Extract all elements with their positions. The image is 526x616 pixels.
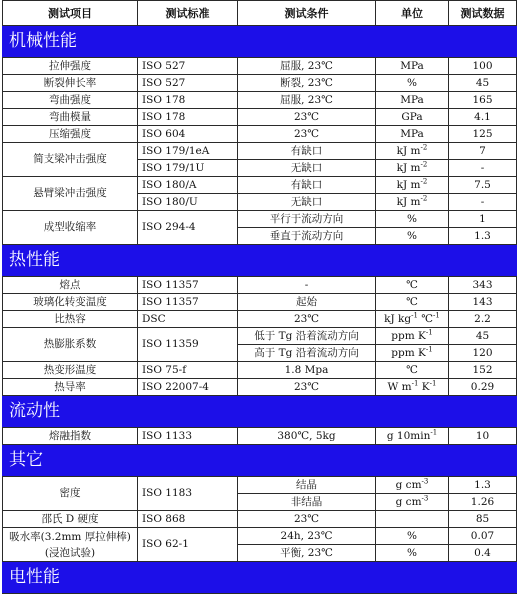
item-cell: 弯曲模量 — [3, 109, 138, 126]
condition-cell: 23℃ — [238, 109, 376, 126]
value-cell: - — [449, 194, 517, 211]
unit-exponent: -2 — [420, 194, 428, 202]
standard-cell: ISO 1133 — [138, 428, 238, 445]
unit-part: ℃ — [417, 312, 434, 325]
standard-cell: ISO 180/A — [138, 177, 238, 194]
unit-cell: MPa — [376, 126, 449, 143]
value-cell: 2.2 — [449, 311, 517, 328]
unit-cell — [376, 345, 449, 362]
unit-cell — [376, 511, 449, 528]
item-cell: 热膨胀系数 — [3, 328, 138, 362]
condition-cell: 低于 Tg 沿着流动方向 — [238, 328, 376, 345]
unit-cell: % — [376, 528, 449, 545]
unit-cell: % — [376, 211, 449, 228]
item-cell: 熔融指数 — [3, 428, 138, 445]
unit-cell: ℃ — [376, 277, 449, 294]
item-cell: 比热容 — [3, 311, 138, 328]
unit-part: K — [418, 380, 430, 393]
unit-exponent: -2 — [420, 143, 428, 151]
unit-exponent: -1 — [433, 311, 440, 319]
value-cell: 125 — [449, 126, 517, 143]
unit-cell — [376, 311, 449, 328]
value-cell: 45 — [449, 328, 517, 345]
item-cell: 弯曲强度 — [3, 92, 138, 109]
condition-cell: - — [238, 277, 376, 294]
item-cell: 热变形温度 — [3, 362, 138, 379]
standard-cell: ISO 62-1 — [138, 528, 238, 562]
standard-cell: ISO 294-4 — [138, 211, 238, 245]
section-other: 其它 — [3, 445, 517, 477]
value-cell: 343 — [449, 277, 517, 294]
table-row — [3, 477, 517, 494]
unit-exponent: -2 — [420, 177, 428, 185]
unit-exponent: -1 — [430, 428, 438, 436]
unit-exponent: -1 — [411, 379, 419, 387]
table-row — [3, 92, 517, 109]
value-cell: - — [449, 160, 517, 177]
properties-table — [2, 0, 517, 594]
condition-cell: 23℃ — [238, 126, 376, 143]
unit-cell — [376, 428, 449, 445]
standard-cell: ISO 11357 — [138, 277, 238, 294]
table-row — [3, 528, 517, 545]
table-row — [3, 143, 517, 160]
value-cell: 7 — [449, 143, 517, 160]
standard-cell: ISO 178 — [138, 92, 238, 109]
table-row — [3, 511, 517, 528]
unit-exponent: -3 — [421, 494, 429, 502]
unit-base: kJ m — [396, 178, 421, 191]
unit-base: kJ m — [396, 195, 421, 208]
condition-cell: 1.8 Mpa — [238, 362, 376, 379]
condition-cell: 非结晶 — [238, 494, 376, 511]
standard-cell: ISO 527 — [138, 75, 238, 92]
section-thermal: 热性能 — [3, 245, 517, 277]
datasheet — [2, 0, 516, 594]
value-cell: 0.4 — [449, 545, 517, 562]
section-flow: 流动性 — [3, 396, 517, 428]
value-cell: 7.5 — [449, 177, 517, 194]
section-electrical: 电性能 — [3, 562, 517, 594]
item-cell: 熔点 — [3, 277, 138, 294]
table-row — [3, 126, 517, 143]
unit-cell — [376, 328, 449, 345]
item-cell: 拉伸强度 — [3, 58, 138, 75]
value-cell: 0.29 — [449, 379, 517, 396]
unit-base: ppm K — [391, 329, 426, 342]
item-cell: 悬臂梁冲击强度 — [3, 177, 138, 211]
item-cell: 断裂伸长率 — [3, 75, 138, 92]
condition-cell: 380℃, 5kg — [238, 428, 376, 445]
table-row — [3, 379, 517, 396]
condition-cell: 23℃ — [238, 311, 376, 328]
unit-cell: % — [376, 228, 449, 245]
unit-part: kJ kg — [384, 312, 412, 325]
header-condition: 测试条件 — [238, 1, 376, 26]
unit-base: g cm — [395, 478, 422, 491]
table-row — [3, 428, 517, 445]
condition-cell: 24h, 23℃ — [238, 528, 376, 545]
table-row — [3, 177, 517, 194]
table-row — [3, 109, 517, 126]
standard-cell: ISO 22007-4 — [138, 379, 238, 396]
item-cell: 邵氏 D 硬度 — [3, 511, 138, 528]
header-unit: 单位 — [376, 1, 449, 26]
item-cell: 成型收缩率 — [3, 211, 138, 245]
item-line: 吸水率(3.2mm 厚拉伸棒) — [9, 530, 131, 543]
unit-base: g 10min — [386, 429, 431, 442]
section-mechanical: 机械性能 — [3, 26, 517, 58]
standard-cell: DSC — [138, 311, 238, 328]
unit-cell — [376, 477, 449, 494]
unit-cell: MPa — [376, 92, 449, 109]
standard-cell: ISO 527 — [138, 58, 238, 75]
value-cell: 1.26 — [449, 494, 517, 511]
standard-cell: ISO 180/U — [138, 194, 238, 211]
unit-exponent: -1 — [425, 328, 433, 336]
unit-cell: ℃ — [376, 294, 449, 311]
table-row — [3, 58, 517, 75]
unit-cell: ℃ — [376, 362, 449, 379]
condition-cell: 平衡, 23℃ — [238, 545, 376, 562]
condition-cell: 有缺口 — [238, 143, 376, 160]
condition-cell: 断裂, 23℃ — [238, 75, 376, 92]
standard-cell: ISO 11357 — [138, 294, 238, 311]
standard-cell: ISO 179/1U — [138, 160, 238, 177]
condition-cell: 垂直于流动方向 — [238, 228, 376, 245]
condition-cell: 23℃ — [238, 379, 376, 396]
condition-cell: 无缺口 — [238, 194, 376, 211]
unit-cell: MPa — [376, 58, 449, 75]
unit-cell — [376, 194, 449, 211]
standard-cell: ISO 1183 — [138, 477, 238, 511]
value-cell: 143 — [449, 294, 517, 311]
table-row — [3, 328, 517, 345]
unit-cell: GPa — [376, 109, 449, 126]
unit-cell — [376, 160, 449, 177]
condition-cell: 起始 — [238, 294, 376, 311]
item-line: (浸泡试验) — [44, 546, 96, 559]
value-cell: 1.3 — [449, 228, 517, 245]
table-row — [3, 362, 517, 379]
unit-cell — [376, 494, 449, 511]
value-cell: 100 — [449, 58, 517, 75]
unit-cell — [376, 143, 449, 160]
unit-exponent: -3 — [421, 477, 429, 485]
unit-cell — [376, 177, 449, 194]
condition-cell: 高于 Tg 沿着流动方向 — [238, 345, 376, 362]
value-cell: 165 — [449, 92, 517, 109]
value-cell: 0.07 — [449, 528, 517, 545]
value-cell: 10 — [449, 428, 517, 445]
condition-cell: 23℃ — [238, 511, 376, 528]
standard-cell: ISO 604 — [138, 126, 238, 143]
unit-base: kJ m — [396, 161, 421, 174]
table-row — [3, 75, 517, 92]
unit-cell — [376, 379, 449, 396]
item-cell: 压缩强度 — [3, 126, 138, 143]
table-row — [3, 277, 517, 294]
condition-cell: 屈服, 23℃ — [238, 92, 376, 109]
unit-part: W m — [387, 380, 412, 393]
header-row — [3, 1, 517, 26]
standard-cell: ISO 868 — [138, 511, 238, 528]
condition-cell: 有缺口 — [238, 177, 376, 194]
item-cell: 密度 — [3, 477, 138, 511]
table-row — [3, 311, 517, 328]
header-value: 测试数据 — [449, 1, 517, 26]
item-cell: 热导率 — [3, 379, 138, 396]
value-cell: 4.1 — [449, 109, 517, 126]
standard-cell: ISO 178 — [138, 109, 238, 126]
item-cell: 玻璃化转变温度 — [3, 294, 138, 311]
item-cell — [3, 528, 138, 562]
unit-base: g cm — [395, 495, 422, 508]
condition-cell: 结晶 — [238, 477, 376, 494]
standard-cell: ISO 179/1eA — [138, 143, 238, 160]
value-cell: 85 — [449, 511, 517, 528]
standard-cell: ISO 75-f — [138, 362, 238, 379]
unit-exponent: -2 — [420, 160, 428, 168]
unit-exponent: -1 — [425, 345, 433, 353]
value-cell: 1 — [449, 211, 517, 228]
value-cell: 1.3 — [449, 477, 517, 494]
header-item: 测试项目 — [3, 1, 138, 26]
unit-cell: % — [376, 545, 449, 562]
unit-cell: % — [376, 75, 449, 92]
condition-cell: 无缺口 — [238, 160, 376, 177]
value-cell: 45 — [449, 75, 517, 92]
table-row — [3, 294, 517, 311]
value-cell: 152 — [449, 362, 517, 379]
unit-exponent: -1 — [411, 311, 418, 319]
unit-base: ppm K — [391, 346, 426, 359]
standard-cell: ISO 11359 — [138, 328, 238, 362]
unit-exponent: -1 — [429, 379, 437, 387]
table-row — [3, 211, 517, 228]
condition-cell: 平行于流动方向 — [238, 211, 376, 228]
header-standard: 测试标准 — [138, 1, 238, 26]
condition-cell: 屈服, 23℃ — [238, 58, 376, 75]
item-cell: 简支梁冲击强度 — [3, 143, 138, 177]
unit-base: kJ m — [396, 144, 421, 157]
value-cell: 120 — [449, 345, 517, 362]
